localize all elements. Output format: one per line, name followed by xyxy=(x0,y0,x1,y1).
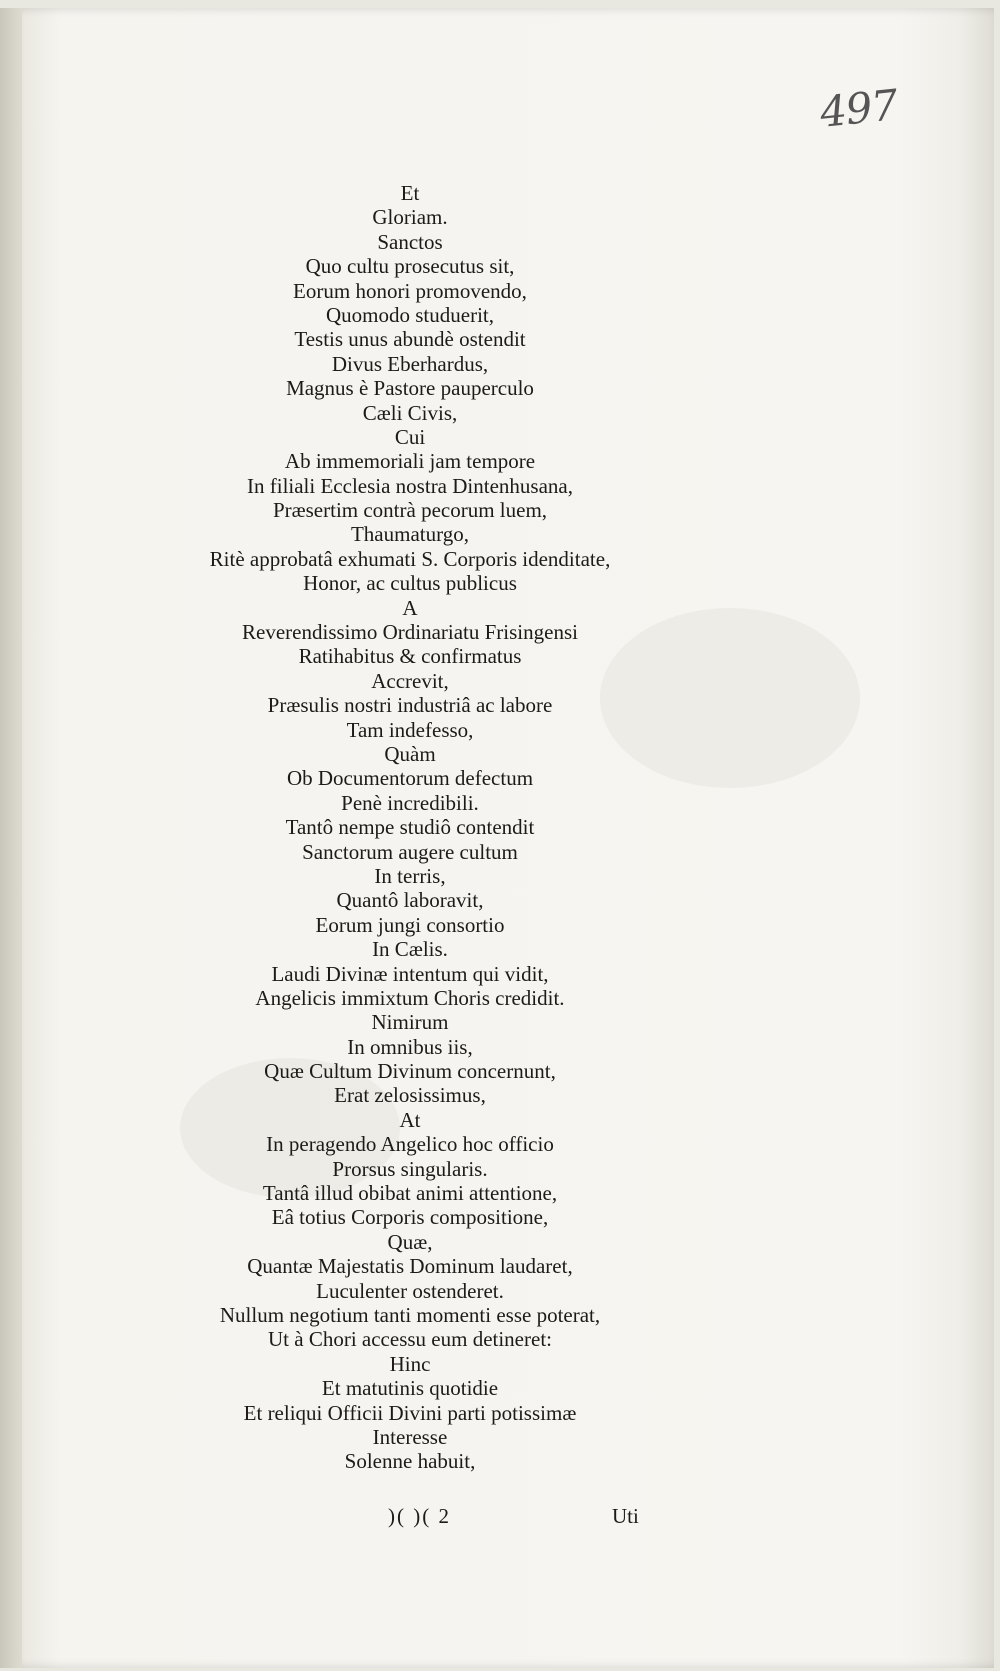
text-line: Quæ, xyxy=(387,1229,433,1254)
text-line: Et reliqui Officii Divini parti potissimæ xyxy=(243,1400,577,1425)
text-line: Thaumaturgo, xyxy=(350,522,469,547)
text-line: Interesse xyxy=(372,1424,448,1449)
text-line: Nimirum xyxy=(371,1010,449,1035)
text-line: Solenne habuit, xyxy=(344,1449,476,1474)
text-line: A xyxy=(402,595,418,620)
text-line: Eorum honori promovendo, xyxy=(293,278,527,303)
text-line: Luculenter ostenderet. xyxy=(316,1278,504,1303)
text-line: Sanctos xyxy=(377,229,443,254)
text-line: Honor, ac cultus publicus xyxy=(303,571,517,596)
text-line: Laudi Divinæ intentum qui vidit, xyxy=(271,961,549,986)
body-text xyxy=(0,181,820,1474)
text-line: Quæ Cultum Divinum concernunt, xyxy=(264,1059,556,1084)
text-line: Ut à Chori accessu eum detineret: xyxy=(268,1327,552,1352)
text-line: In peragendo Angelico hoc officio xyxy=(266,1132,554,1157)
text-line: Ritè approbatâ exhumati S. Corporis idenditate, xyxy=(209,546,611,571)
text-line: Magnus è Pastore pauperculo xyxy=(286,376,534,401)
text-line: Ratihabitus & confirmatus xyxy=(298,644,522,669)
text-line: Tantô nempe studiô contendit xyxy=(285,815,535,840)
text-line: Tantâ illud obibat animi attentione, xyxy=(262,1181,558,1206)
catchword: Uti xyxy=(612,1504,639,1528)
text-line: In filiali Ecclesia nostra Dintenhusana, xyxy=(247,473,573,498)
text-line: Accrevit, xyxy=(371,668,449,693)
text-line: Præsertim contrà pecorum luem, xyxy=(272,498,548,523)
text-line: Quomodo studuerit, xyxy=(326,302,494,327)
folio-number: 497 xyxy=(817,80,900,137)
text-line: In omnibus iis, xyxy=(347,1034,473,1059)
signature-mark: )( )( 2 xyxy=(388,1504,451,1528)
text-line: Reverendissimo Ordinariatu Frisingensi xyxy=(242,620,578,645)
text-line: In terris, xyxy=(374,863,446,888)
text-line: In Cælis. xyxy=(372,937,448,962)
text-line: Tam indefesso, xyxy=(346,717,474,742)
text-line: Sanctorum augere cultum xyxy=(302,839,518,864)
text-line: Quo cultu prosecutus sit, xyxy=(305,254,515,279)
text-line: Penè incredibili. xyxy=(341,790,479,815)
text-line: At xyxy=(399,1107,421,1132)
text-line: Divus Eberhardus, xyxy=(331,351,489,376)
text-line: Eorum jungi consortio xyxy=(315,912,505,937)
text-line: Prorsus singularis. xyxy=(332,1156,488,1181)
text-line: Quantæ Majestatis Dominum laudaret, xyxy=(247,1254,573,1279)
text-line: Cæli Civis, xyxy=(362,400,458,425)
text-line: Hinc xyxy=(389,1351,431,1376)
text-line: Præsulis nostri industriâ ac labore xyxy=(267,693,553,718)
text-line: Quàm xyxy=(384,741,436,766)
text-line: Et xyxy=(400,181,420,205)
text-line: Gloriam. xyxy=(372,205,448,230)
text-line: Testis unus abundè ostendit xyxy=(294,327,526,352)
text-line: Eâ totius Corporis compositione, xyxy=(271,1205,549,1230)
text-line: Ab immemoriali jam tempore xyxy=(284,449,536,474)
text-line: Ob Documentorum defectum xyxy=(286,766,534,791)
text-line: Et matutinis quotidie xyxy=(321,1376,499,1401)
text-line: Angelicis immixtum Choris credidit. xyxy=(255,985,565,1010)
text-line: Quantô laboravit, xyxy=(336,888,484,913)
text-line: Nullum negotium tanti momenti esse poterat, xyxy=(219,1302,601,1327)
book-page xyxy=(0,8,994,1668)
text-line: Cui xyxy=(394,424,426,449)
text-line: Erat zelosissimus, xyxy=(334,1083,486,1108)
page-footer xyxy=(0,1504,820,1532)
